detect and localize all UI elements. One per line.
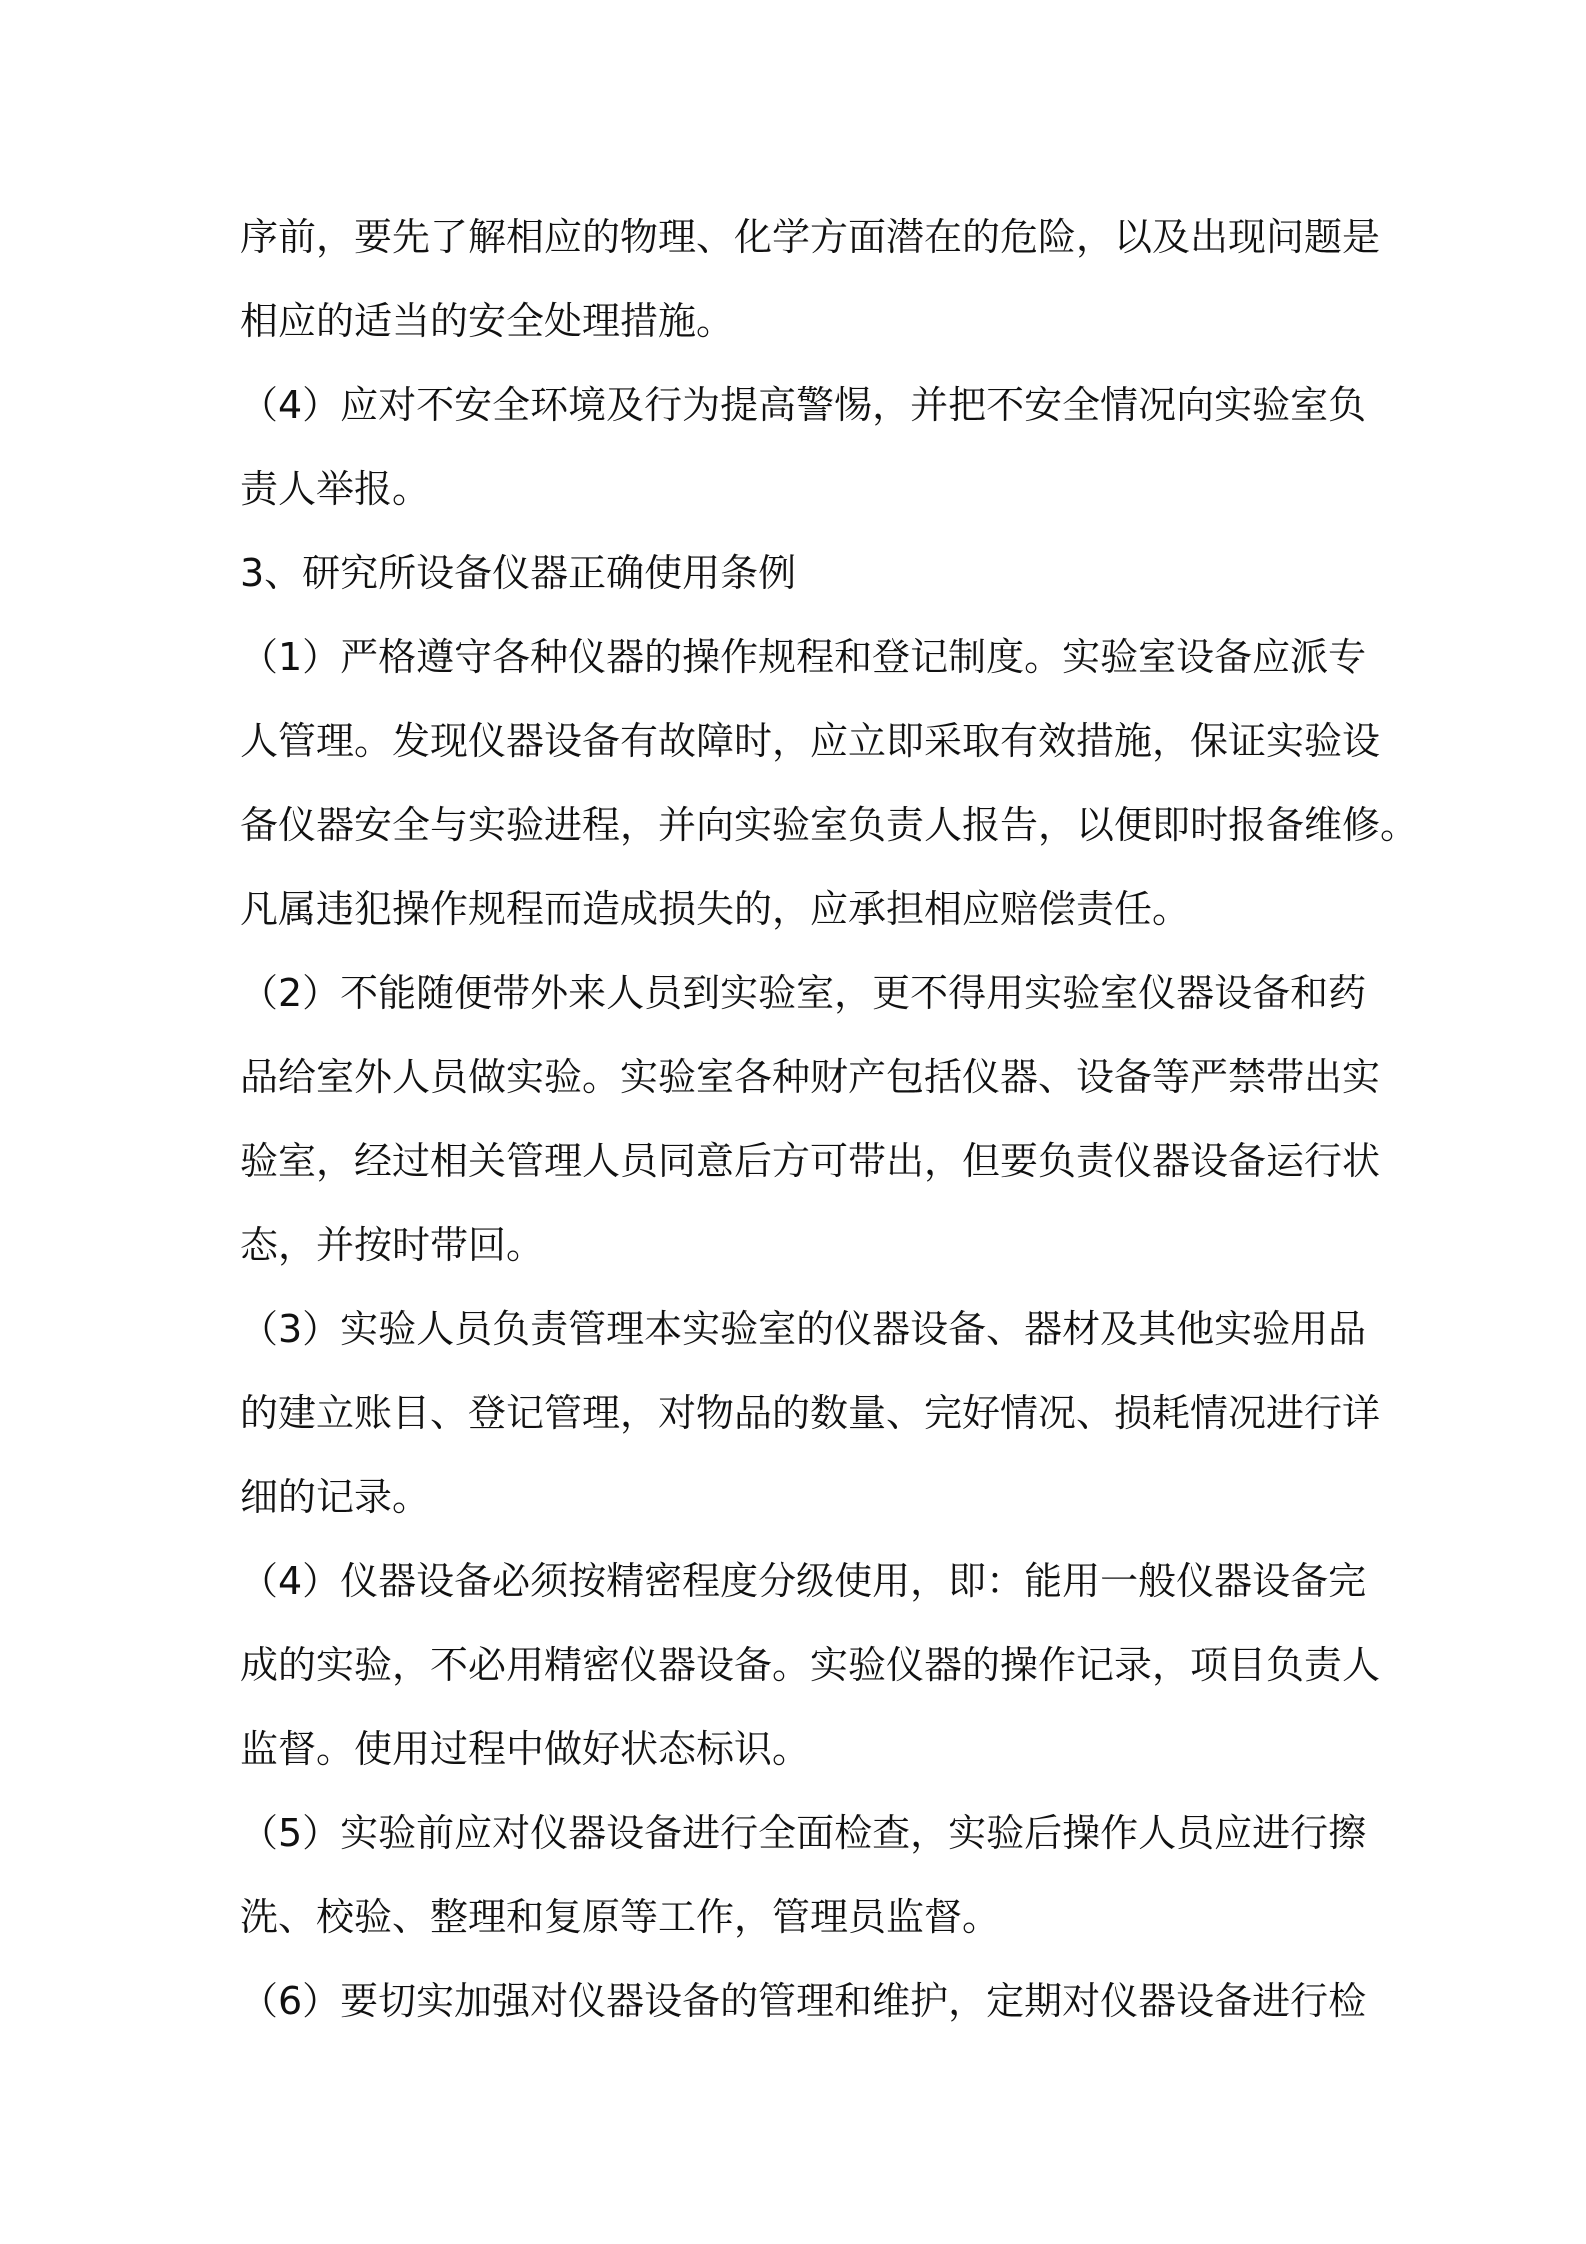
- text-line: 序前，要先了解相应的物理、化学方面潜在的危险，以及出现问题是: [240, 215, 1381, 259]
- text-line: 凡属违犯操作规程而造成损失的，应承担相应赔偿责任。: [240, 887, 1191, 931]
- section-heading: 3、研究所设备仪器正确使用条例: [240, 551, 797, 595]
- text-line: （2）不能随便带外来人员到实验室，更不得用实验室仪器设备和药: [240, 971, 1367, 1015]
- text-line: （4）仪器设备必须按精密程度分级使用，即：能用一般仪器设备完: [240, 1559, 1367, 1603]
- text-line: 备仪器安全与实验进程，并向实验室负责人报告，以便即时报备维修。: [240, 803, 1419, 847]
- text-line: （3）实验人员负责管理本实验室的仪器设备、器材及其他实验用品: [240, 1307, 1367, 1351]
- text-line: 责人举报。: [240, 467, 431, 511]
- text-line: 态，并按时带回。: [240, 1223, 545, 1267]
- text-line: （6）要切实加强对仪器设备的管理和维护，定期对仪器设备进行检: [240, 1979, 1367, 2023]
- text-line: （1）严格遵守各种仪器的操作规程和登记制度。实验室设备应派专: [240, 635, 1367, 679]
- text-line: 成的实验，不必用精密仪器设备。实验仪器的操作记录，项目负责人: [240, 1643, 1381, 1687]
- text-line: 细的记录。: [240, 1475, 431, 1519]
- text-line: 洗、校验、整理和复原等工作，管理员监督。: [240, 1895, 1001, 1939]
- text-line: 验室，经过相关管理人员同意后方可带出，但要负责仪器设备运行状: [240, 1139, 1381, 1183]
- text-line: 的建立账目、登记管理，对物品的数量、完好情况、损耗情况进行详: [240, 1391, 1381, 1435]
- text-line: 人管理。发现仪器设备有故障时，应立即采取有效措施，保证实验设: [240, 719, 1381, 763]
- text-line: 监督。使用过程中做好状态标识。: [240, 1727, 811, 1771]
- text-line: 品给室外人员做实验。实验室各种财产包括仪器、设备等严禁带出实: [240, 1055, 1381, 1099]
- text-line: （4）应对不安全环境及行为提高警惕，并把不安全情况向实验室负: [240, 383, 1367, 427]
- text-line: 相应的适当的安全处理措施。: [240, 299, 735, 343]
- text-line: （5）实验前应对仪器设备进行全面检查，实验后操作人员应进行擦: [240, 1811, 1367, 1855]
- body-text: [240, 195, 1419, 2043]
